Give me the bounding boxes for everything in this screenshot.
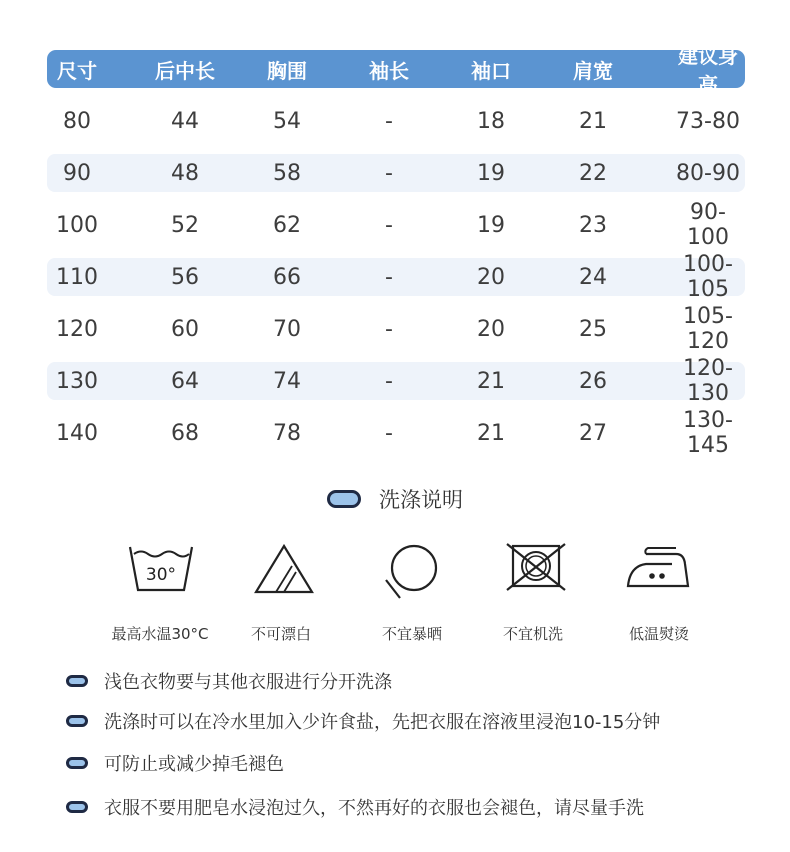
table-header — [47, 44, 745, 97]
cell-chest: 70 — [273, 316, 301, 342]
cell-shoulder: 27 — [579, 420, 607, 446]
note-item — [66, 668, 392, 694]
cell-sleeve-length: - — [385, 160, 393, 186]
header-height: 建议身高 — [678, 44, 738, 97]
cell-height: 80-90 — [676, 160, 740, 186]
cell-sleeve-length: - — [385, 264, 393, 290]
cell-height: 120-130 — [683, 356, 733, 406]
no-tumble-dry-icon — [505, 542, 567, 596]
cell-sleeve-length: - — [385, 212, 393, 238]
cell-chest: 74 — [273, 368, 301, 394]
table-row — [47, 356, 745, 406]
bullet-icon — [66, 675, 88, 687]
pill-icon — [327, 490, 361, 508]
cell-chest: 54 — [273, 108, 301, 134]
header-cuff: 袖口 — [471, 58, 511, 83]
bullet-icon — [66, 715, 88, 727]
table-row — [47, 304, 745, 354]
cell-back-length: 56 — [171, 264, 199, 290]
note-text: 衣服不要用肥皂水浸泡过久，不然再好的衣服也会褪色，请尽量手洗 — [104, 798, 644, 819]
cell-cuff: 19 — [477, 212, 505, 238]
cell-size: 130 — [56, 368, 98, 394]
cell-sleeve-length: - — [385, 420, 393, 446]
cell-sleeve-length: - — [385, 368, 393, 394]
cell-shoulder: 22 — [579, 160, 607, 186]
header-sleeve-length: 袖长 — [369, 58, 409, 83]
cell-shoulder: 26 — [579, 368, 607, 394]
note-text: 浅色衣物要与其他衣服进行分开洗涤 — [104, 672, 392, 693]
no-bleach-icon — [254, 544, 314, 598]
cell-chest: 66 — [273, 264, 301, 290]
cell-sleeve-length: - — [385, 108, 393, 134]
wash-tub-icon — [128, 544, 194, 598]
cell-back-length: 52 — [171, 212, 199, 238]
label-max-temp: 最高水温30°C — [111, 625, 209, 643]
cell-cuff: 19 — [477, 160, 505, 186]
label-low-iron: 低温熨烫 — [628, 625, 689, 643]
size-table — [47, 44, 745, 458]
table-row — [47, 102, 745, 140]
cell-back-length: 60 — [171, 316, 199, 342]
cell-size: 110 — [56, 264, 98, 290]
cell-cuff: 18 — [477, 108, 505, 134]
cell-cuff: 20 — [477, 264, 505, 290]
bullet-icon — [66, 757, 88, 769]
cell-height: 90-100 — [687, 200, 729, 250]
cell-size: 120 — [56, 316, 98, 342]
wash-title-text: 洗涤说明 — [379, 488, 463, 512]
cell-chest: 62 — [273, 212, 301, 238]
note-text: 可防止或减少掉毛褪色 — [104, 754, 284, 775]
cell-cuff: 20 — [477, 316, 505, 342]
cell-size: 90 — [63, 160, 91, 186]
cell-back-length: 44 — [171, 108, 199, 134]
no-sun-dry-icon — [382, 542, 442, 604]
cell-chest: 58 — [273, 160, 301, 186]
header-chest: 胸围 — [267, 58, 307, 83]
bullet-icon — [66, 801, 88, 813]
cell-size: 80 — [63, 108, 91, 134]
wash-temp-text: 30° — [145, 565, 177, 585]
cell-shoulder: 24 — [579, 264, 607, 290]
cell-height: 100-105 — [683, 252, 733, 302]
header-shoulder: 肩宽 — [573, 58, 613, 83]
label-no-machine-wash: 不宜机洗 — [502, 625, 563, 643]
cell-cuff: 21 — [477, 368, 505, 394]
wash-instructions-title — [0, 484, 790, 514]
iron-low-icon — [626, 546, 692, 594]
cell-back-length: 64 — [171, 368, 199, 394]
cell-size: 100 — [56, 212, 98, 238]
cell-height: 73-80 — [676, 108, 740, 134]
cell-back-length: 68 — [171, 420, 199, 446]
cell-back-length: 48 — [171, 160, 199, 186]
note-item — [66, 794, 644, 820]
cell-height: 105-120 — [683, 304, 733, 354]
table-row — [47, 200, 745, 250]
label-no-sun-dry: 不宜暴晒 — [381, 625, 442, 643]
label-no-bleach: 不可漂白 — [250, 625, 311, 643]
note-item — [66, 750, 284, 776]
cell-shoulder: 23 — [579, 212, 607, 238]
cell-height: 130-145 — [683, 408, 733, 458]
header-size: 尺寸 — [57, 58, 97, 83]
cell-shoulder: 21 — [579, 108, 607, 134]
table-row — [47, 408, 745, 458]
table-row — [47, 154, 745, 192]
cell-sleeve-length: - — [385, 316, 393, 342]
note-item — [66, 708, 660, 734]
cell-chest: 78 — [273, 420, 301, 446]
cell-shoulder: 25 — [579, 316, 607, 342]
header-back-length: 后中长 — [155, 58, 215, 83]
note-text: 洗涤时可以在冷水里加入少许食盐，先把衣服在溶液里浸泡10-15分钟 — [104, 712, 661, 733]
cell-cuff: 21 — [477, 420, 505, 446]
cell-size: 140 — [56, 420, 98, 446]
table-row — [47, 252, 745, 302]
